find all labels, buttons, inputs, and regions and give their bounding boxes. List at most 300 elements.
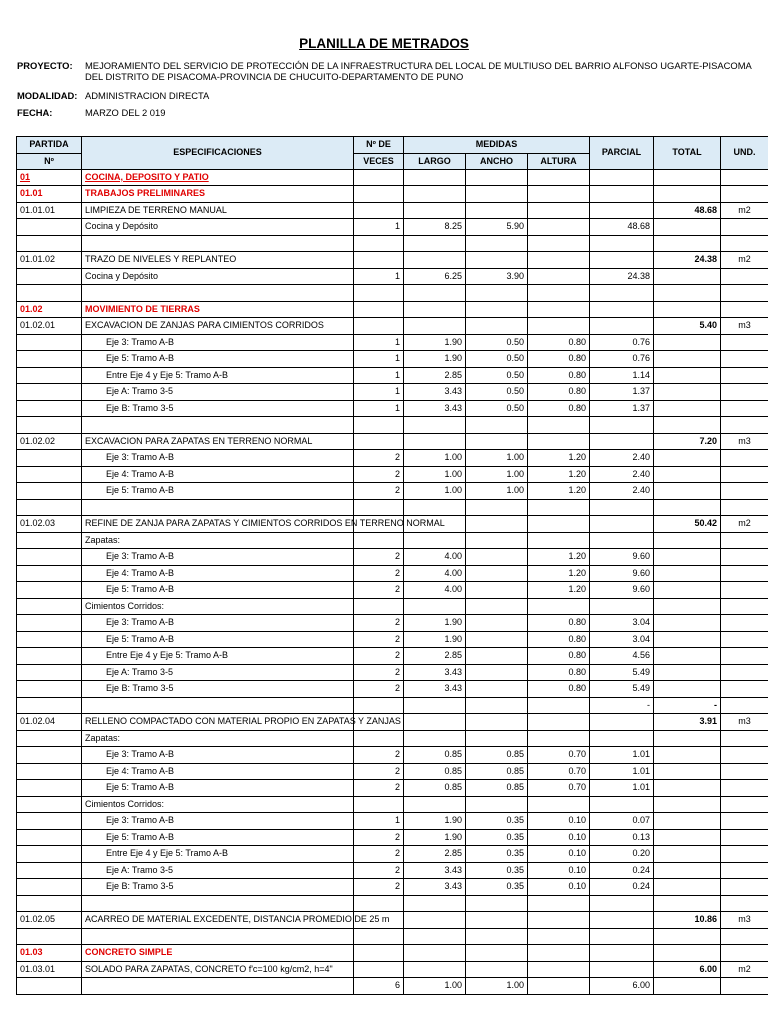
cell-altura: [528, 202, 590, 219]
header-partida: PARTIDA: [17, 137, 82, 154]
cell-code: 01.01.02: [17, 252, 82, 269]
cell-code: 01.02.05: [17, 912, 82, 929]
cell-und: [721, 895, 768, 912]
header-ancho: ANCHO: [466, 153, 528, 169]
cell-ancho: 0.35: [466, 813, 528, 830]
cell-total: [654, 664, 721, 681]
cell-altura: 1.20: [528, 483, 590, 500]
cell-und: [721, 367, 768, 384]
cell-ancho: [466, 945, 528, 962]
cell-ancho: 0.35: [466, 879, 528, 896]
cell-und: m3: [721, 912, 768, 929]
cell-parcial: 2.40: [590, 450, 654, 467]
cell-code: 01.03.01: [17, 961, 82, 978]
cell-spec: [82, 417, 354, 434]
cell-parcial: [590, 961, 654, 978]
cell-total: [654, 219, 721, 236]
cell-parcial: -: [590, 697, 654, 714]
cell-und: m3: [721, 433, 768, 450]
cell-spec: Zapatas:: [82, 532, 354, 549]
cell-altura: 0.80: [528, 384, 590, 401]
table-row: [17, 367, 768, 384]
cell-total: 50.42: [654, 516, 721, 533]
cell-und: [721, 615, 768, 632]
cell-largo: [404, 598, 466, 615]
cell-total: [654, 532, 721, 549]
cell-total: 3.91: [654, 714, 721, 731]
cell-code: [17, 681, 82, 698]
cell-parcial: [590, 235, 654, 252]
cell-total: [654, 334, 721, 351]
cell-und: [721, 631, 768, 648]
cell-code: [17, 351, 82, 368]
cell-spec: Eje 5: Tramo A-B: [82, 631, 354, 648]
cell-ancho: 0.50: [466, 367, 528, 384]
cell-und: [721, 829, 768, 846]
cell-spec: TRAZO DE NIVELES Y REPLANTEO: [82, 252, 354, 269]
cell-parcial: 1.01: [590, 780, 654, 797]
cell-veces: 2: [354, 879, 404, 896]
cell-spec: [82, 928, 354, 945]
cell-code: [17, 549, 82, 566]
cell-ancho: [466, 235, 528, 252]
table-row: [17, 532, 768, 549]
cell-altura: [528, 978, 590, 995]
cell-parcial: 1.01: [590, 763, 654, 780]
cell-ancho: [466, 730, 528, 747]
cell-total: -: [654, 697, 721, 714]
cell-spec: Eje 5: Tramo A-B: [82, 351, 354, 368]
cell-spec: Eje 4: Tramo A-B: [82, 763, 354, 780]
cell-altura: 0.80: [528, 681, 590, 698]
cell-largo: 2.85: [404, 367, 466, 384]
cell-code: [17, 400, 82, 417]
cell-total: [654, 351, 721, 368]
cell-spec: EXCAVACION DE ZANJAS PARA CIMIENTOS CORRIDOS: [82, 318, 354, 335]
cell-und: m2: [721, 516, 768, 533]
cell-altura: [528, 945, 590, 962]
cell-altura: [528, 516, 590, 533]
cell-total: [654, 813, 721, 830]
cell-largo: [404, 796, 466, 813]
cell-largo: 4.00: [404, 582, 466, 599]
cell-code: 01: [17, 169, 82, 186]
cell-parcial: [590, 912, 654, 929]
cell-largo: [404, 928, 466, 945]
cell-altura: 1.20: [528, 565, 590, 582]
table-row: [17, 829, 768, 846]
cell-spec: Eje 5: Tramo A-B: [82, 483, 354, 500]
cell-total: [654, 285, 721, 302]
cell-spec: Eje 3: Tramo A-B: [82, 813, 354, 830]
cell-und: [721, 697, 768, 714]
cell-altura: [528, 169, 590, 186]
cell-spec: Eje 3: Tramo A-B: [82, 450, 354, 467]
cell-und: [721, 219, 768, 236]
cell-parcial: [590, 895, 654, 912]
cell-veces: [354, 928, 404, 945]
cell-ancho: [466, 582, 528, 599]
cell-code: [17, 730, 82, 747]
cell-spec: Eje 3: Tramo A-B: [82, 747, 354, 764]
cell-und: m2: [721, 252, 768, 269]
cell-largo: 1.90: [404, 813, 466, 830]
cell-und: [721, 648, 768, 665]
cell-parcial: 5.49: [590, 681, 654, 698]
cell-altura: [528, 532, 590, 549]
cell-total: [654, 450, 721, 467]
cell-spec: Zapatas:: [82, 730, 354, 747]
table-row: [17, 615, 768, 632]
cell-spec: REFINE DE ZANJA PARA ZAPATAS Y CIMIENTOS CORRIDOS EN TERRENO NORMAL: [82, 516, 354, 533]
table-row: [17, 763, 768, 780]
cell-und: [721, 565, 768, 582]
cell-total: [654, 895, 721, 912]
cell-code: [17, 862, 82, 879]
cell-altura: [528, 961, 590, 978]
modalidad-label: MODALIDAD:: [17, 90, 78, 101]
cell-ancho: [466, 433, 528, 450]
cell-ancho: 0.50: [466, 384, 528, 401]
table-row: [17, 631, 768, 648]
cell-ancho: 0.35: [466, 829, 528, 846]
cell-und: [721, 681, 768, 698]
cell-veces: [354, 532, 404, 549]
cell-parcial: [590, 928, 654, 945]
cell-parcial: 0.76: [590, 351, 654, 368]
cell-largo: 0.85: [404, 763, 466, 780]
cell-veces: [354, 235, 404, 252]
cell-veces: [354, 796, 404, 813]
table-row: [17, 417, 768, 434]
cell-und: [721, 417, 768, 434]
cell-veces: 1: [354, 351, 404, 368]
cell-veces: [354, 285, 404, 302]
cell-ancho: [466, 928, 528, 945]
cell-largo: [404, 961, 466, 978]
cell-spec: SOLADO PARA ZAPATAS, CONCRETO f'c=100 kg/cm2, h=4": [82, 961, 354, 978]
cell-ancho: 5.90: [466, 219, 528, 236]
cell-code: [17, 615, 82, 632]
cell-parcial: 1.37: [590, 384, 654, 401]
cell-parcial: [590, 301, 654, 318]
cell-parcial: 0.13: [590, 829, 654, 846]
cell-spec: Eje 3: Tramo A-B: [82, 615, 354, 632]
cell-altura: [528, 433, 590, 450]
cell-veces: 1: [354, 219, 404, 236]
cell-largo: 1.00: [404, 483, 466, 500]
proyecto-label: PROYECTO:: [17, 60, 73, 71]
cell-code: [17, 483, 82, 500]
cell-largo: 3.43: [404, 664, 466, 681]
cell-largo: 1.90: [404, 615, 466, 632]
cell-altura: [528, 697, 590, 714]
cell-veces: 2: [354, 846, 404, 863]
cell-total: 7.20: [654, 433, 721, 450]
cell-parcial: 2.40: [590, 466, 654, 483]
cell-ancho: [466, 285, 528, 302]
cell-und: [721, 268, 768, 285]
cell-code: 01.02.03: [17, 516, 82, 533]
cell-parcial: [590, 285, 654, 302]
cell-ancho: [466, 549, 528, 566]
cell-code: [17, 846, 82, 863]
table-row: [17, 351, 768, 368]
cell-veces: 1: [354, 334, 404, 351]
cell-largo: 1.90: [404, 631, 466, 648]
cell-total: [654, 582, 721, 599]
cell-veces: [354, 252, 404, 269]
cell-parcial: 2.40: [590, 483, 654, 500]
cell-parcial: [590, 186, 654, 203]
cell-veces: 2: [354, 466, 404, 483]
cell-altura: [528, 895, 590, 912]
cell-altura: [528, 796, 590, 813]
table-row: [17, 483, 768, 500]
cell-ancho: [466, 697, 528, 714]
cell-parcial: [590, 202, 654, 219]
cell-largo: 1.00: [404, 450, 466, 467]
cell-largo: [404, 433, 466, 450]
item-row: [17, 961, 768, 978]
cell-altura: [528, 730, 590, 747]
cell-code: [17, 582, 82, 599]
cell-altura: 0.70: [528, 763, 590, 780]
cell-code: [17, 747, 82, 764]
cell-veces: [354, 202, 404, 219]
item-row: [17, 252, 768, 269]
cell-parcial: [590, 945, 654, 962]
cell-veces: 6: [354, 978, 404, 995]
cell-parcial: 48.68: [590, 219, 654, 236]
table-row: [17, 978, 768, 995]
cell-largo: [404, 945, 466, 962]
cell-parcial: 9.60: [590, 565, 654, 582]
cell-veces: 2: [354, 862, 404, 879]
header-row-1: [17, 137, 768, 154]
table-row: [17, 862, 768, 879]
cell-altura: [528, 301, 590, 318]
cell-parcial: 9.60: [590, 549, 654, 566]
cell-und: [721, 466, 768, 483]
cell-parcial: [590, 318, 654, 335]
cell-total: [654, 417, 721, 434]
cell-veces: 2: [354, 664, 404, 681]
cell-veces: [354, 417, 404, 434]
cell-code: [17, 978, 82, 995]
cell-largo: [404, 697, 466, 714]
cell-largo: 3.43: [404, 862, 466, 879]
cell-altura: [528, 417, 590, 434]
cell-total: [654, 978, 721, 995]
cell-total: [654, 681, 721, 698]
cell-altura: [528, 219, 590, 236]
cell-veces: [354, 945, 404, 962]
cell-total: [654, 499, 721, 516]
cell-largo: [404, 895, 466, 912]
cell-parcial: [590, 598, 654, 615]
cell-code: [17, 813, 82, 830]
cell-code: [17, 648, 82, 665]
cell-largo: 1.00: [404, 978, 466, 995]
cell-veces: 2: [354, 780, 404, 797]
cell-und: [721, 483, 768, 500]
cell-code: 01.02.01: [17, 318, 82, 335]
cell-spec: Eje B: Tramo 3-5: [82, 400, 354, 417]
cell-und: [721, 186, 768, 203]
cell-largo: 1.90: [404, 334, 466, 351]
header-parcial: PARCIAL: [590, 137, 654, 170]
cell-total: [654, 169, 721, 186]
cell-und: [721, 664, 768, 681]
cell-altura: [528, 268, 590, 285]
cell-spec: Eje 4: Tramo A-B: [82, 466, 354, 483]
cell-ancho: [466, 301, 528, 318]
cell-veces: 1: [354, 268, 404, 285]
table-row: [17, 582, 768, 599]
cell-largo: 3.43: [404, 384, 466, 401]
cell-largo: 8.25: [404, 219, 466, 236]
header-veces: VECES: [354, 153, 404, 169]
cell-altura: 0.10: [528, 813, 590, 830]
cell-spec: Cocina y Depósito: [82, 219, 354, 236]
cell-parcial: [590, 499, 654, 516]
cell-largo: [404, 532, 466, 549]
cell-und: [721, 285, 768, 302]
cell-veces: 2: [354, 582, 404, 599]
cell-parcial: 0.20: [590, 846, 654, 863]
cell-spec: Eje 3: Tramo A-B: [82, 549, 354, 566]
cell-total: [654, 945, 721, 962]
cell-veces: 2: [354, 615, 404, 632]
cell-total: [654, 846, 721, 863]
cell-altura: [528, 928, 590, 945]
cell-largo: 0.85: [404, 747, 466, 764]
cell-spec: [82, 978, 354, 995]
item-row: [17, 202, 768, 219]
cell-total: 5.40: [654, 318, 721, 335]
cell-veces: [354, 169, 404, 186]
cell-total: [654, 235, 721, 252]
cell-ancho: [466, 499, 528, 516]
cell-code: [17, 895, 82, 912]
cell-code: [17, 450, 82, 467]
cell-spec: Entre Eje 4 y Eje 5: Tramo A-B: [82, 367, 354, 384]
cell-spec: Eje B: Tramo 3-5: [82, 879, 354, 896]
cell-altura: [528, 318, 590, 335]
cell-ancho: 0.50: [466, 334, 528, 351]
cell-code: [17, 565, 82, 582]
cell-veces: 2: [354, 681, 404, 698]
cell-total: [654, 747, 721, 764]
cell-total: [654, 862, 721, 879]
cell-veces: [354, 433, 404, 450]
cell-ancho: [466, 796, 528, 813]
cell-total: 48.68: [654, 202, 721, 219]
cell-code: 01.01.01: [17, 202, 82, 219]
cell-altura: 0.70: [528, 747, 590, 764]
cell-veces: [354, 318, 404, 335]
cell-und: [721, 169, 768, 186]
cell-und: [721, 978, 768, 995]
table-row: [17, 648, 768, 665]
cell-code: 01.02: [17, 301, 82, 318]
cell-veces: 2: [354, 565, 404, 582]
cell-altura: 0.80: [528, 351, 590, 368]
cell-spec: RELLENO COMPACTADO CON MATERIAL PROPIO EN ZAPATAS Y ZANJAS: [82, 714, 354, 731]
cell-largo: 4.00: [404, 549, 466, 566]
cell-largo: 6.25: [404, 268, 466, 285]
cell-parcial: [590, 532, 654, 549]
cell-total: 24.38: [654, 252, 721, 269]
cell-largo: [404, 285, 466, 302]
cell-total: [654, 615, 721, 632]
cell-code: [17, 796, 82, 813]
table-row: [17, 450, 768, 467]
cell-ancho: 1.00: [466, 450, 528, 467]
cell-und: [721, 862, 768, 879]
header-largo: LARGO: [404, 153, 466, 169]
cell-largo: [404, 417, 466, 434]
cell-parcial: 3.04: [590, 631, 654, 648]
cell-spec: COCINA, DEPOSITO Y PATIO: [82, 169, 354, 186]
cell-parcial: [590, 252, 654, 269]
cell-spec: MOVIMIENTO DE TIERRAS: [82, 301, 354, 318]
cell-und: [721, 235, 768, 252]
header-n-de: Nº DE: [354, 137, 404, 154]
cell-und: [721, 730, 768, 747]
cell-largo: [404, 169, 466, 186]
table-row: [17, 813, 768, 830]
cell-largo: 3.43: [404, 400, 466, 417]
cell-largo: [404, 252, 466, 269]
cell-veces: 2: [354, 763, 404, 780]
cell-und: [721, 334, 768, 351]
cell-code: [17, 334, 82, 351]
metrados-table: [16, 136, 768, 995]
cell-ancho: 0.35: [466, 862, 528, 879]
cell-parcial: 1.37: [590, 400, 654, 417]
cell-ancho: 0.35: [466, 846, 528, 863]
table-row: [17, 499, 768, 516]
cell-altura: 0.80: [528, 400, 590, 417]
cell-largo: [404, 714, 466, 731]
cell-altura: [528, 598, 590, 615]
cell-spec: ACARREO DE MATERIAL EXCEDENTE, DISTANCIA PROMEDIO DE 25 m: [82, 912, 354, 929]
cell-altura: 0.80: [528, 664, 590, 681]
cell-ancho: [466, 252, 528, 269]
cell-und: m2: [721, 202, 768, 219]
section-row: [17, 169, 768, 186]
cell-und: [721, 384, 768, 401]
cell-veces: 1: [354, 384, 404, 401]
cell-ancho: 0.85: [466, 780, 528, 797]
cell-altura: 0.10: [528, 829, 590, 846]
cell-altura: 1.20: [528, 549, 590, 566]
cell-ancho: [466, 532, 528, 549]
cell-altura: 1.20: [528, 582, 590, 599]
cell-total: [654, 730, 721, 747]
cell-altura: 0.10: [528, 879, 590, 896]
cell-ancho: [466, 714, 528, 731]
cell-ancho: 0.50: [466, 351, 528, 368]
header-medidas: MEDIDAS: [404, 137, 590, 154]
table-row: [17, 846, 768, 863]
cell-total: [654, 565, 721, 582]
cell-code: [17, 532, 82, 549]
cell-largo: 0.85: [404, 780, 466, 797]
cell-ancho: 0.85: [466, 747, 528, 764]
